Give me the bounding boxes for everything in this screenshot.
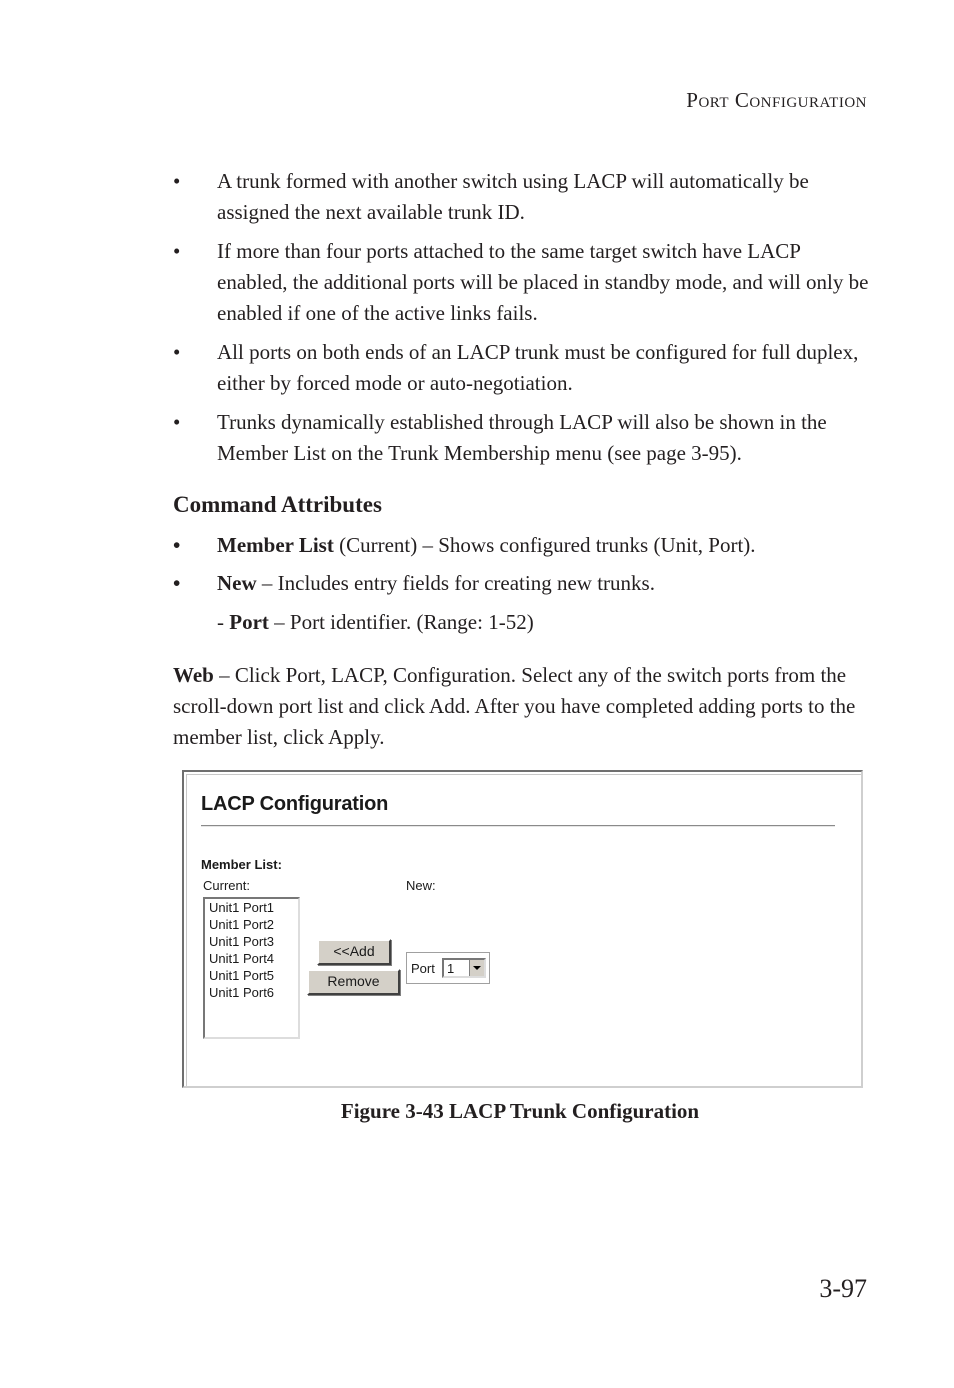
web-term: Web bbox=[173, 663, 214, 687]
list-item[interactable]: Unit1 Port5 bbox=[209, 968, 275, 983]
bullet-marker: • bbox=[173, 410, 181, 434]
title-divider bbox=[201, 825, 835, 827]
bullet-marker: • bbox=[173, 239, 181, 263]
new-port-group bbox=[406, 952, 490, 984]
attribute-list bbox=[173, 530, 873, 606]
list-item bbox=[173, 407, 873, 469]
list-item[interactable]: Unit1 Port6 bbox=[209, 985, 275, 1000]
attribute-term: Port bbox=[229, 610, 269, 634]
page-number: 3-97 bbox=[819, 1274, 867, 1303]
bullet-marker: • bbox=[173, 533, 181, 557]
current-label: Current: bbox=[203, 878, 250, 893]
attribute-term: New bbox=[217, 571, 257, 595]
web-desc: – Click Port, LACP, Configuration. Select any of the switch ports from the scroll-down port list and click Add. After you have completed adding ports to the member list, click Apply. bbox=[173, 663, 856, 749]
sub-attribute bbox=[217, 607, 534, 638]
current-members-listbox[interactable] bbox=[203, 897, 300, 1039]
chevron-down-icon[interactable] bbox=[469, 960, 484, 976]
port-select-value: 1 bbox=[447, 961, 455, 976]
attribute-desc: (Current) – Shows configured trunks (Unit, Port). bbox=[333, 533, 756, 557]
screenshot-panel bbox=[186, 774, 861, 1086]
bullet-text: A trunk formed with another switch using LACP will automatically be assigned the next available trunk ID. bbox=[217, 169, 809, 224]
attribute-term: Member List bbox=[217, 533, 334, 557]
member-list-label: Member List: bbox=[201, 857, 282, 872]
attribute-desc: – Includes entry fields for creating new trunks. bbox=[256, 571, 655, 595]
bullet-text: If more than four ports attached to the same target switch have LACP enabled, the additional ports will be placed in standby mode, and will only be enabled if one of the active links fails. bbox=[217, 239, 869, 325]
sub-prefix: - bbox=[217, 610, 230, 634]
web-instructions bbox=[173, 660, 863, 753]
list-item bbox=[173, 236, 873, 329]
list-item[interactable]: Unit1 Port3 bbox=[209, 934, 275, 949]
section-heading: Command Attributes bbox=[173, 492, 382, 517]
bullet-marker: • bbox=[173, 340, 181, 364]
list-item bbox=[173, 166, 873, 228]
list-item[interactable]: Unit1 Port4 bbox=[209, 951, 275, 966]
remove-button[interactable]: Remove bbox=[307, 969, 400, 995]
running-head: Port Configuration bbox=[686, 88, 867, 112]
screenshot-title: LACP Configuration bbox=[201, 793, 389, 815]
bullet-list bbox=[173, 166, 873, 477]
list-item[interactable]: Unit1 Port2 bbox=[209, 917, 275, 932]
list-item[interactable]: Unit1 Port1 bbox=[209, 900, 275, 915]
list-item bbox=[173, 530, 873, 561]
port-label: Port bbox=[411, 961, 435, 976]
attribute-desc: – Port identifier. (Range: 1-52) bbox=[268, 610, 534, 634]
bullet-marker: • bbox=[173, 169, 181, 193]
list-item bbox=[173, 568, 873, 599]
new-label: New: bbox=[406, 878, 436, 893]
bullet-marker: • bbox=[173, 571, 181, 595]
figure-caption: Figure 3-43 LACP Trunk Configuration bbox=[340, 1099, 700, 1123]
bullet-text: All ports on both ends of an LACP trunk must be configured for full duplex, either by forced mode or auto-negotiation. bbox=[217, 340, 859, 395]
lacp-screenshot bbox=[182, 770, 863, 1088]
list-item bbox=[173, 337, 873, 399]
bullet-text: Trunks dynamically established through LACP will also be shown in the Member List on the Trunk Membership menu (see page 3-95). bbox=[217, 410, 827, 465]
port-select[interactable] bbox=[442, 958, 486, 978]
add-button[interactable]: <<Add bbox=[317, 939, 391, 965]
